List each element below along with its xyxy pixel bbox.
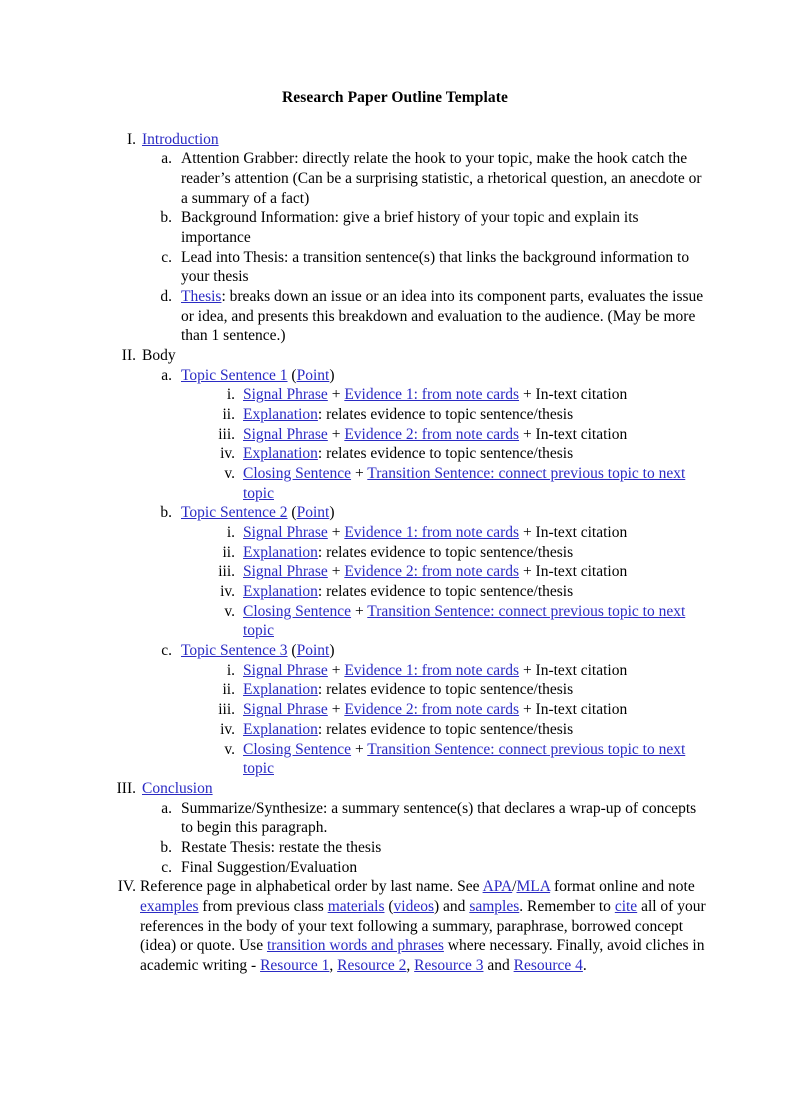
outline-marker-3: III. bbox=[116, 779, 136, 797]
link-transition-words-and-phrases[interactable]: transition words and phrases bbox=[266, 937, 444, 955]
outline-item-thesis bbox=[154, 287, 712, 346]
outline-item-conclusion bbox=[110, 779, 712, 799]
outline-marker-iv: iv. bbox=[220, 720, 235, 738]
outline-item-restate-thesis bbox=[154, 838, 712, 858]
outline-item-attention-grabber bbox=[154, 149, 712, 208]
link-explanation[interactable]: Explanation bbox=[243, 543, 318, 561]
outline-marker-d: d. bbox=[160, 288, 172, 306]
paren-close: ) bbox=[329, 366, 335, 384]
link-examples[interactable]: examples bbox=[140, 897, 199, 915]
outline-content: Restate Thesis: restate the thesis bbox=[181, 838, 382, 856]
plus-separator: + bbox=[351, 602, 368, 620]
link-transition-sentence[interactable]: Transition Sentence: connect previous topic to next topic bbox=[243, 465, 686, 502]
in-text-citation: + In-text citation bbox=[519, 661, 628, 679]
page-title: Research Paper Outline Template bbox=[282, 89, 508, 106]
link-materials[interactable]: materials bbox=[327, 897, 385, 915]
outline-marker-ii: ii. bbox=[222, 543, 235, 561]
plus-separator: + bbox=[327, 425, 345, 443]
outline-item-evidence-1b bbox=[209, 523, 712, 543]
link-closing-sentence[interactable]: Closing Sentence bbox=[243, 602, 352, 620]
outline-content bbox=[142, 779, 712, 799]
outline-marker-i: i. bbox=[226, 661, 235, 679]
outline-content bbox=[243, 720, 712, 740]
outline-marker-iv: iv. bbox=[220, 583, 235, 601]
outline-item-evidence-2c bbox=[209, 700, 712, 720]
plus-separator: + bbox=[327, 524, 345, 542]
link-transition-sentence[interactable]: Transition Sentence: connect previous topic to next topic bbox=[243, 740, 686, 778]
link-explanation[interactable]: Explanation bbox=[243, 583, 318, 601]
outline-content bbox=[181, 503, 712, 523]
outline-content bbox=[243, 740, 712, 779]
outline-item-evidence-2a bbox=[209, 425, 712, 445]
outline-content bbox=[243, 523, 712, 543]
outline-item-final-suggestion bbox=[154, 858, 712, 878]
link-explanation[interactable]: Explanation bbox=[243, 681, 318, 699]
outline-marker-v: v. bbox=[224, 740, 235, 758]
outline-content bbox=[243, 661, 712, 681]
link-resource-1[interactable]: Resource 1 bbox=[260, 956, 330, 974]
plus-separator: + bbox=[327, 386, 345, 404]
link-evidence-2[interactable]: Evidence 2: from note cards bbox=[344, 563, 520, 581]
link-evidence-1[interactable]: Evidence 1: from note cards bbox=[344, 386, 520, 404]
reference-period: . bbox=[582, 956, 587, 974]
link-signal-phrase[interactable]: Signal Phrase bbox=[243, 386, 328, 404]
outline-marker-b: b. bbox=[160, 838, 172, 856]
outline-content: Lead into Thesis: a transition sentence(s) that links the background information to your thesis bbox=[181, 248, 690, 286]
outline-marker-c: c. bbox=[161, 248, 172, 266]
outline-content bbox=[181, 641, 712, 661]
link-evidence-1[interactable]: Evidence 1: from note cards bbox=[344, 524, 520, 542]
outline-content bbox=[243, 700, 712, 720]
outline-marker-2: II. bbox=[121, 347, 136, 365]
link-topic-sentence-2[interactable]: Topic Sentence 2 bbox=[181, 504, 288, 522]
outline-content bbox=[243, 562, 712, 582]
outline-content bbox=[181, 366, 712, 386]
paren-open: ( bbox=[287, 366, 297, 384]
outline-marker-b: b. bbox=[160, 504, 172, 522]
outline-marker-iii: iii. bbox=[218, 701, 235, 719]
outline-content: Summarize/Synthesize: a summary sentence(s) that declares a wrap-up of concepts to begin this paragraph. bbox=[181, 799, 697, 837]
explanation-description: : relates evidence to topic sentence/thesis bbox=[317, 720, 574, 738]
reference-text-7: where necessary. Finally, avoid cliches in academic writing - bbox=[140, 937, 705, 974]
reference-text-1: Reference page in alphabetical order by last name. See bbox=[140, 878, 483, 896]
link-signal-phrase[interactable]: Signal Phrase bbox=[243, 563, 328, 581]
link-topic-sentence-3[interactable]: Topic Sentence 3 bbox=[181, 642, 288, 660]
in-text-citation: + In-text citation bbox=[519, 563, 628, 581]
plus-separator: + bbox=[327, 563, 345, 581]
outline-item-closing-a bbox=[209, 464, 712, 503]
outline-content bbox=[243, 444, 712, 464]
link-explanation[interactable]: Explanation bbox=[243, 720, 318, 738]
outline-item-evidence-1c bbox=[209, 661, 712, 681]
outline-content bbox=[140, 877, 712, 975]
link-explanation[interactable]: Explanation bbox=[243, 445, 318, 463]
comma-separator: , bbox=[406, 956, 415, 974]
link-resource-4[interactable]: Resource 4 bbox=[513, 956, 583, 974]
outline-content bbox=[243, 680, 712, 700]
outline-item-explanation-1c bbox=[209, 680, 712, 700]
outline-item-background-information bbox=[154, 208, 712, 247]
outline-item-explanation-1b bbox=[209, 543, 712, 563]
outline-marker-c: c. bbox=[161, 642, 172, 660]
plus-separator: + bbox=[327, 701, 345, 719]
outline-item-closing-b bbox=[209, 602, 712, 641]
paren-open: ( bbox=[287, 642, 297, 660]
comma-separator: , bbox=[329, 956, 338, 974]
thesis-description: : breaks down an issue or an idea into its component parts, evaluates the issue or idea, and presents this breakdown and evaluation to the audience. (May be more than 1 sentence.) bbox=[181, 288, 704, 345]
outline-item-explanation-1a bbox=[209, 405, 712, 425]
plus-separator: + bbox=[351, 465, 368, 483]
explanation-description: : relates evidence to topic sentence/thesis bbox=[317, 583, 574, 601]
reference-text-8: and bbox=[483, 956, 514, 974]
in-text-citation: + In-text citation bbox=[519, 701, 628, 719]
explanation-description: : relates evidence to topic sentence/thesis bbox=[317, 406, 574, 424]
outline-content bbox=[243, 385, 712, 405]
outline-content: Final Suggestion/Evaluation bbox=[181, 858, 358, 876]
outline-marker-a: a. bbox=[161, 799, 172, 817]
outline-marker-4: IV. bbox=[117, 878, 136, 896]
link-mla[interactable]: MLA bbox=[516, 878, 551, 896]
outline-marker-b: b. bbox=[160, 209, 172, 227]
outline-item-reference-page bbox=[110, 877, 712, 975]
outline-marker-v: v. bbox=[224, 602, 235, 620]
outline-content: Background Information: give a brief history of your topic and explain its importance bbox=[181, 209, 639, 247]
outline-marker-1: I. bbox=[126, 130, 136, 148]
in-text-citation: + In-text citation bbox=[519, 386, 628, 404]
link-samples[interactable]: samples bbox=[469, 897, 520, 915]
outline-marker-iv: iv. bbox=[220, 445, 235, 463]
outline-content bbox=[243, 425, 712, 445]
explanation-description: : relates evidence to topic sentence/thesis bbox=[317, 543, 574, 561]
outline-content bbox=[243, 405, 712, 425]
link-signal-phrase[interactable]: Signal Phrase bbox=[243, 524, 328, 542]
outline-item-topic-sentence-2 bbox=[154, 503, 712, 523]
reference-text-6: all of your references in the body of your text following a summary, paraphrase, borrowed concept (idea) or quote. Use bbox=[140, 897, 706, 955]
outline-item-topic-sentence-3 bbox=[154, 641, 712, 661]
paren-open: ( bbox=[384, 897, 394, 915]
outline-content bbox=[243, 582, 712, 602]
link-closing-sentence[interactable]: Closing Sentence bbox=[243, 465, 352, 483]
outline-item-lead-into-thesis bbox=[154, 248, 712, 287]
in-text-citation: + In-text citation bbox=[519, 524, 628, 542]
link-signal-phrase[interactable]: Signal Phrase bbox=[243, 701, 328, 719]
outline-marker-v: v. bbox=[224, 465, 235, 483]
outline-item-introduction bbox=[110, 130, 712, 150]
paren-close: ) bbox=[329, 642, 335, 660]
link-evidence-2[interactable]: Evidence 2: from note cards bbox=[344, 701, 520, 719]
reference-text-5: . Remember to bbox=[519, 897, 615, 915]
outline-item-topic-sentence-1 bbox=[154, 366, 712, 386]
link-thesis[interactable]: Thesis bbox=[181, 288, 222, 306]
outline-content bbox=[243, 543, 712, 563]
link-point-1[interactable]: Point bbox=[296, 366, 330, 384]
outline-marker-c: c. bbox=[161, 858, 172, 876]
outline-marker-iii: iii. bbox=[218, 563, 235, 581]
reference-text-2: format online and note bbox=[550, 878, 695, 896]
link-transition-sentence[interactable]: Transition Sentence: connect previous topic to next topic bbox=[243, 602, 686, 640]
outline-item-closing-c bbox=[209, 740, 712, 779]
link-conclusion[interactable]: Conclusion bbox=[142, 779, 213, 797]
outline-marker-ii: ii. bbox=[222, 406, 235, 424]
link-resource-2[interactable]: Resource 2 bbox=[337, 956, 407, 974]
link-topic-sentence-1[interactable]: Topic Sentence 1 bbox=[181, 366, 288, 384]
outline-item-evidence-1a bbox=[209, 385, 712, 405]
slash-separator: / bbox=[512, 878, 517, 896]
outline-content bbox=[243, 464, 712, 503]
plus-separator: + bbox=[351, 740, 368, 758]
outline-marker-a: a. bbox=[161, 366, 172, 384]
reference-text-4: ) and bbox=[434, 897, 470, 915]
paren-close: ) bbox=[329, 504, 335, 522]
link-evidence-1[interactable]: Evidence 1: from note cards bbox=[344, 661, 520, 679]
plus-separator: + bbox=[327, 661, 345, 679]
outline-marker-iii: iii. bbox=[218, 425, 235, 443]
outline-content bbox=[181, 287, 712, 346]
in-text-citation: + In-text citation bbox=[519, 425, 628, 443]
outline-marker-i: i. bbox=[226, 524, 235, 542]
outline-item-explanation-2a bbox=[209, 444, 712, 464]
outline-content: Attention Grabber: directly relate the hook to your topic, make the hook catch the reader’s attention (Can be a surprising statistic, a rhetorical question, an anecdote or a summary of a fact) bbox=[181, 150, 702, 207]
link-explanation[interactable]: Explanation bbox=[243, 406, 318, 424]
link-point-3[interactable]: Point bbox=[296, 642, 330, 660]
outline-marker-i: i. bbox=[226, 386, 235, 404]
link-point-2[interactable]: Point bbox=[296, 504, 330, 522]
link-introduction[interactable]: Introduction bbox=[142, 130, 219, 148]
outline-content bbox=[243, 602, 712, 641]
link-signal-phrase[interactable]: Signal Phrase bbox=[243, 425, 328, 443]
outline-item-explanation-2b bbox=[209, 582, 712, 602]
link-apa[interactable]: APA bbox=[482, 878, 513, 896]
link-closing-sentence[interactable]: Closing Sentence bbox=[243, 740, 352, 758]
explanation-description: : relates evidence to topic sentence/thesis bbox=[317, 681, 574, 699]
outline-item-evidence-2b bbox=[209, 562, 712, 582]
outline-item-summarize bbox=[154, 799, 712, 838]
explanation-description: : relates evidence to topic sentence/thesis bbox=[317, 445, 574, 463]
outline-marker-a: a. bbox=[161, 150, 172, 168]
link-cite[interactable]: cite bbox=[614, 897, 638, 915]
reference-text-3: from previous class bbox=[198, 897, 328, 915]
outline-marker-ii: ii. bbox=[222, 681, 235, 699]
link-evidence-2[interactable]: Evidence 2: from note cards bbox=[344, 425, 520, 443]
outline-content: Body bbox=[142, 347, 176, 365]
paren-open: ( bbox=[287, 504, 297, 522]
outline-item-body bbox=[110, 346, 712, 366]
outline-item-explanation-2c bbox=[209, 720, 712, 740]
link-resource-3[interactable]: Resource 3 bbox=[414, 956, 484, 974]
outline-content bbox=[142, 130, 712, 150]
link-videos[interactable]: videos bbox=[393, 897, 435, 915]
link-signal-phrase[interactable]: Signal Phrase bbox=[243, 661, 328, 679]
